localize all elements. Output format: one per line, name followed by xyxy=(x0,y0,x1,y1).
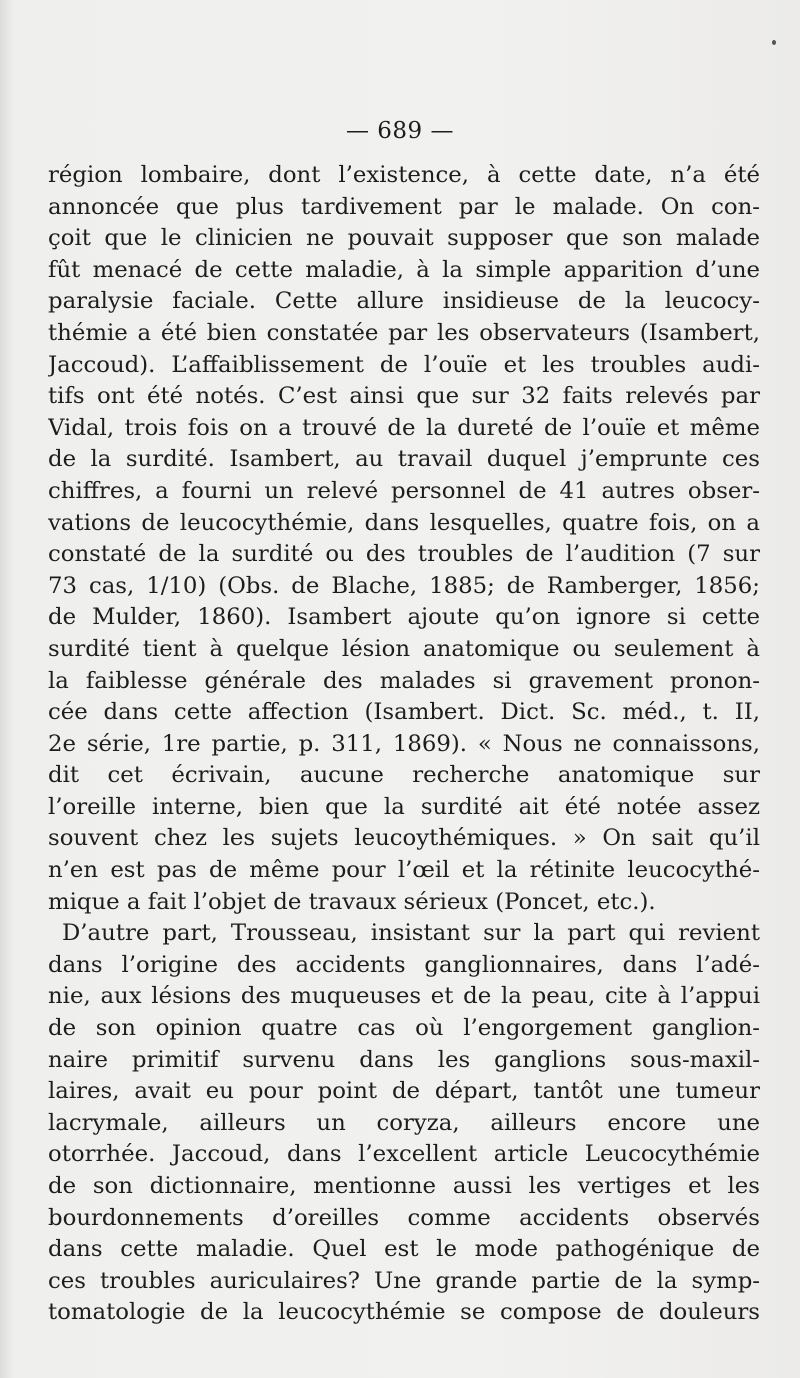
text-line: fût menacé de cette maladie, à la simple apparition d’une xyxy=(48,256,760,283)
text-line: D’autre part, Trousseau, insistant sur la part qui revient xyxy=(62,920,760,947)
text-line: paralysie faciale. Cette allure insidieuse de la leucocy- xyxy=(48,288,760,315)
text-line: 2e série, 1re partie, p. 311, 1869). « Nous ne connaissons, xyxy=(48,730,760,757)
text-line: de Mulder, 1860). Isambert ajoute qu’on ignore si cette xyxy=(48,604,760,631)
text-line: Jaccoud). L’affaiblissement de l’ouïe et les troubles audi- xyxy=(48,351,760,378)
ink-speck xyxy=(772,40,776,45)
text-line: surdité tient à quelque lésion anatomique ou seulement à xyxy=(48,635,760,662)
text-line: laires, avait eu pour point de départ, tantôt une tumeur xyxy=(48,1078,760,1105)
text-line: dans cette maladie. Quel est le mode pathogénique de xyxy=(48,1236,760,1263)
text-line: cée dans cette affection (Isambert. Dict. Sc. méd., t. II, xyxy=(48,699,760,726)
text-line: dit cet écrivain, aucune recherche anatomique sur xyxy=(48,762,760,789)
page-number: — 689 — xyxy=(345,118,455,144)
text-line: de son opinion quatre cas où l’engorgement ganglion- xyxy=(48,1015,760,1042)
text-line: de la surdité. Isambert, au travail duquel j’emprunte ces xyxy=(48,446,760,473)
text-line: dans l’origine des accidents ganglionnaires, dans l’adé- xyxy=(48,951,760,978)
text-line: l’oreille interne, bien que la surdité ait été notée assez xyxy=(48,793,760,820)
text-line: tifs ont été notés. C’est ainsi que sur 32 faits relevés par xyxy=(48,383,760,410)
text-line: n’en est pas de même pour l’œil et la rétinite leucocythé- xyxy=(48,857,760,884)
text-line: région lombaire, dont l’existence, à cette date, n’a été xyxy=(48,162,760,188)
text-line: tomatologie de la leucocythémie se compose de douleurs xyxy=(48,1299,760,1326)
text-line: la faiblesse générale des malades si gravement pronon- xyxy=(48,667,760,694)
text-line: annoncée que plus tardivement par le malade. On con- xyxy=(48,193,760,220)
text-line: Vidal, trois fois on a trouvé de la dureté de l’ouïe et même xyxy=(48,414,760,441)
body-text xyxy=(48,160,760,1329)
text-line: chiffres, a fourni un relevé personnel de 41 autres obser- xyxy=(48,477,760,504)
text-line: naire primitif survenu dans les ganglions sous-maxil- xyxy=(48,1046,760,1073)
text-line: constaté de la surdité ou des troubles de l’audition (7 sur xyxy=(48,541,760,568)
text-line: lacrymale, ailleurs un coryza, ailleurs encore une xyxy=(48,1109,760,1136)
text-line: otorrhée. Jaccoud, dans l’excellent article Leucocythémie xyxy=(48,1141,760,1168)
text-line: souvent chez les sujets leucoythémiques. » On sait qu’il xyxy=(48,825,760,852)
text-line: thémie a été bien constatée par les observateurs (Isambert, xyxy=(48,319,760,346)
text-line: ces troubles auriculaires? Une grande partie de la symp- xyxy=(48,1267,760,1294)
text-line: 73 cas, 1/10) (Obs. de Blache, 1885; de Ramberger, 1856; xyxy=(48,572,760,599)
text-line: vations de leucocythémie, dans lesquelles, quatre fois, on a xyxy=(48,509,760,536)
text-line: de son dictionnaire, mentionne aussi les vertiges et les xyxy=(48,1173,760,1199)
text-line: mique a fait l’objet de travaux sérieux (Poncet, etc.). xyxy=(48,888,656,915)
text-line: bourdonnements d’oreilles comme accidents observés xyxy=(48,1204,760,1231)
text-line: nie, aux lésions des muqueuses et de la peau, cite à l’appui xyxy=(48,983,760,1010)
text-line: çoit que le clinicien ne pouvait supposer que son malade xyxy=(48,225,760,252)
